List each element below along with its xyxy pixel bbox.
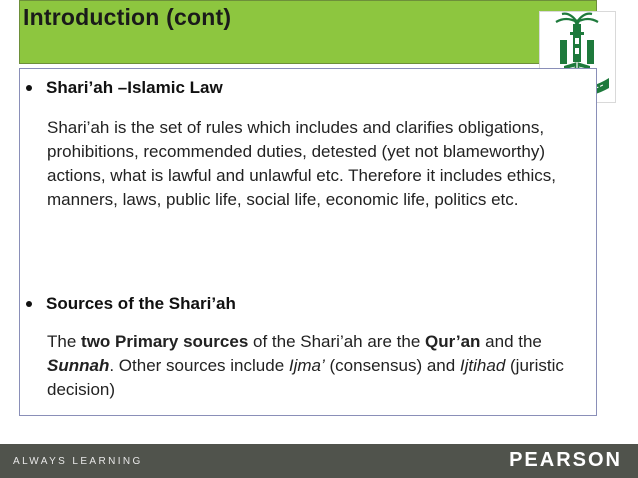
bullet-item-shariah (26, 78, 223, 98)
text-run: The (47, 332, 82, 351)
bullet-dot-icon (26, 85, 32, 91)
bullet-item-sources (26, 294, 236, 314)
sources-paragraph (47, 330, 587, 402)
bullet-heading: Sources of the Shari’ah (46, 294, 236, 313)
shariah-paragraph: Shari’ah is the set of rules which includes and clarifies obligations, prohibitions, recommended duties, detested (yet not blameworthy) actions, what is lawful and unlawful etc. Therefore it includes ethics, manners, laws, public life, social life, economic life, politics etc. (47, 118, 557, 209)
bullet-heading: Shari’ah –Islamic Law (46, 78, 223, 97)
text-run: (consensus) and (324, 356, 460, 375)
slide-title: Introduction (cont) (23, 4, 232, 30)
text-run: and the (480, 332, 542, 351)
text-run: of the Shari’ah are the (248, 332, 426, 351)
text-run: . Other sources include (109, 356, 289, 375)
text-run-italic: Ijma’ (288, 356, 325, 375)
text-run-bold: Qur’an (425, 332, 481, 351)
footer-bar (0, 444, 638, 478)
text-run-bold-italic: Sunnah (47, 356, 110, 375)
text-run-italic: Ijtihad (459, 356, 506, 375)
text-run: (juristic decision) (47, 356, 564, 399)
text-run-bold: two Primary sources (81, 332, 249, 351)
footer-tagline: ALWAYS LEARNING (13, 456, 143, 467)
brand-logo-text: PEARSON (509, 449, 622, 471)
content-box (19, 68, 597, 416)
bullet-dot-icon (26, 301, 32, 307)
title-bar (19, 0, 597, 64)
